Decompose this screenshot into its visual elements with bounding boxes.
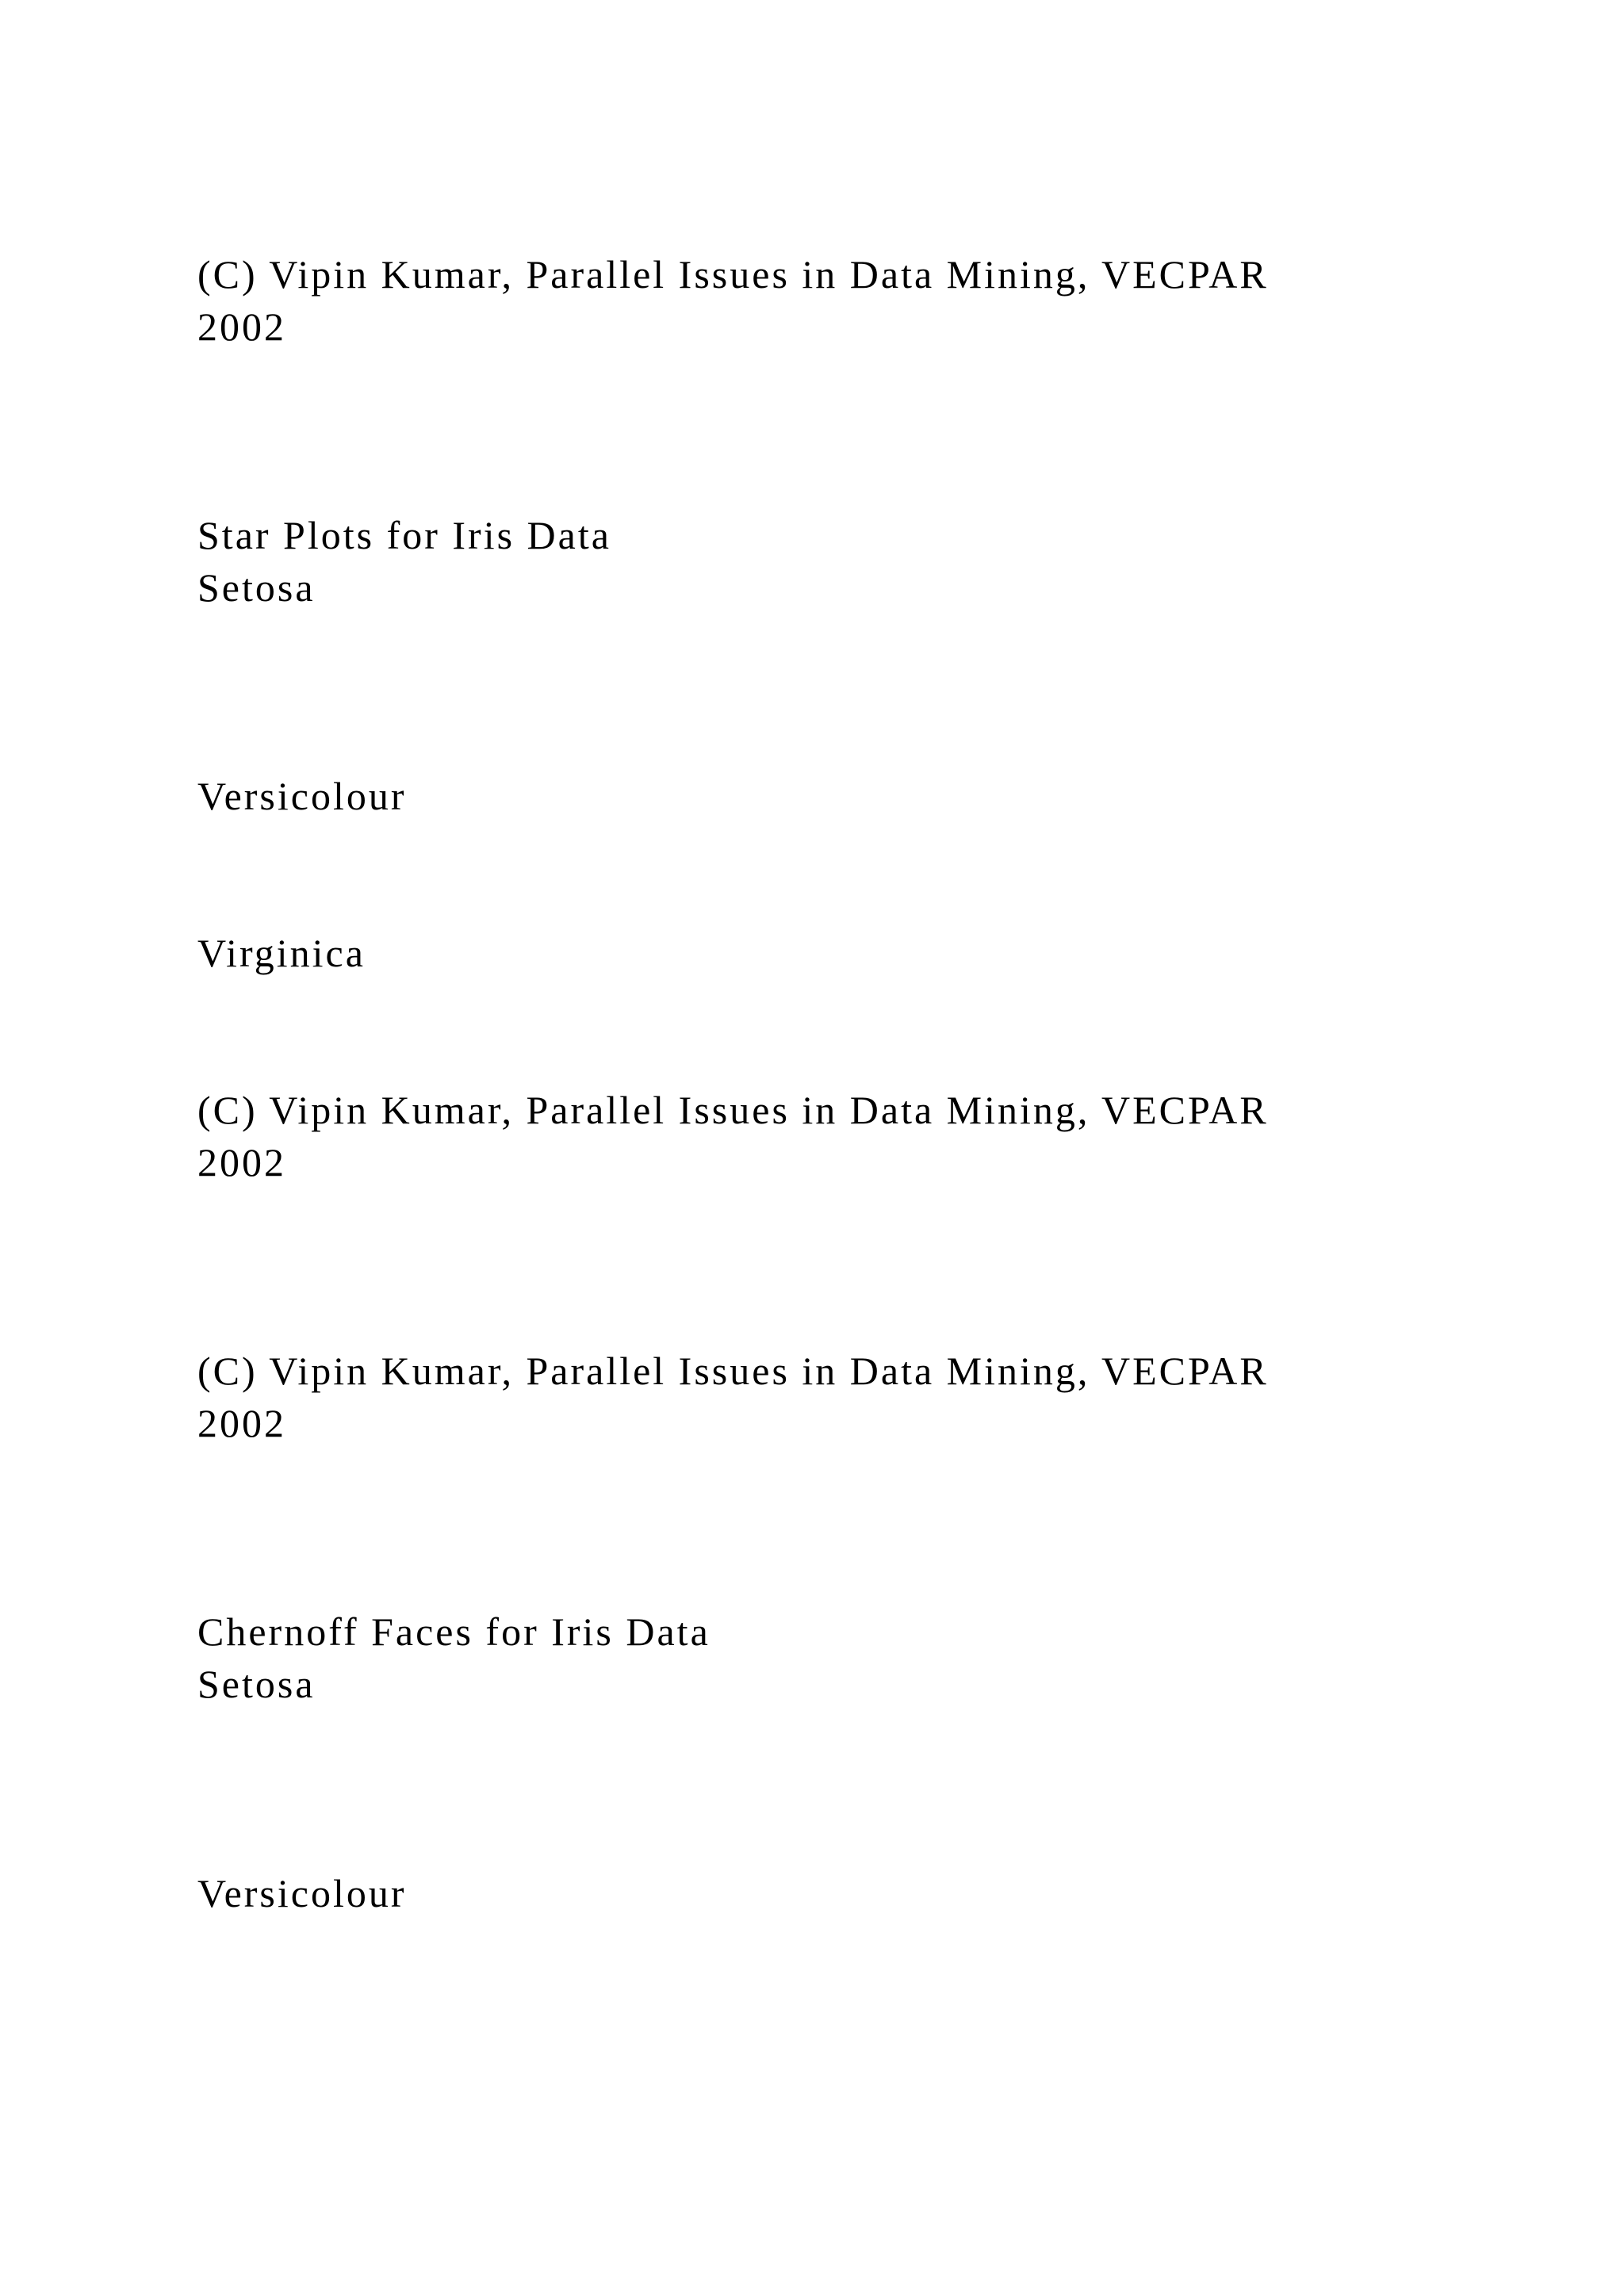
species-label-virginica: Virginica bbox=[197, 931, 366, 975]
versicolour-block-1 bbox=[197, 770, 1434, 822]
species-label-versicolour: Versicolour bbox=[197, 774, 407, 818]
citation-block-1 bbox=[197, 248, 1434, 353]
citation-block-2 bbox=[197, 1084, 1434, 1188]
citation-block-3 bbox=[197, 1345, 1434, 1449]
citation-year: 2002 bbox=[197, 304, 286, 349]
species-label-setosa: Setosa bbox=[197, 1662, 316, 1706]
section-title-star-plots: Star Plots for Iris Data bbox=[197, 513, 611, 557]
citation-line: (C) Vipin Kumar, Parallel Issues in Data Mining, VECPAR bbox=[197, 252, 1269, 297]
citation-year: 2002 bbox=[197, 1140, 286, 1184]
star-plots-block bbox=[197, 509, 1434, 614]
virginica-block bbox=[197, 927, 1434, 979]
citation-line: (C) Vipin Kumar, Parallel Issues in Data Mining, VECPAR bbox=[197, 1349, 1269, 1393]
chernoff-faces-block bbox=[197, 1605, 1434, 1710]
species-label-versicolour: Versicolour bbox=[197, 1871, 407, 1915]
versicolour-block-2 bbox=[197, 1867, 1434, 1919]
citation-line: (C) Vipin Kumar, Parallel Issues in Data Mining, VECPAR bbox=[197, 1088, 1269, 1132]
citation-year: 2002 bbox=[197, 1401, 286, 1445]
species-label-setosa: Setosa bbox=[197, 565, 316, 610]
section-title-chernoff-faces: Chernoff Faces for Iris Data bbox=[197, 1609, 710, 1654]
